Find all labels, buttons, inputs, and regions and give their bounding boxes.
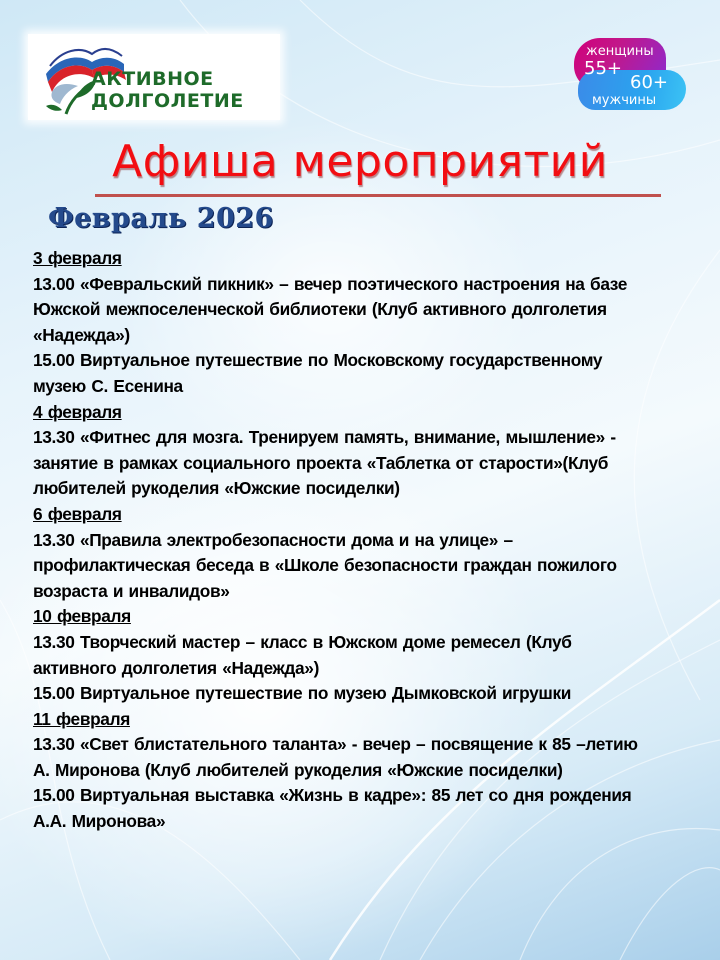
event-line bbox=[33, 528, 698, 554]
event-line bbox=[33, 732, 698, 758]
event-line bbox=[33, 476, 698, 502]
age-badge bbox=[568, 38, 696, 112]
event-text: музею С. Есенина bbox=[33, 375, 183, 396]
event-time: 13.30 bbox=[33, 734, 75, 755]
title-divider bbox=[95, 194, 661, 197]
event-line bbox=[33, 272, 698, 298]
date-heading: 3 февраля bbox=[33, 248, 122, 268]
event-time: 15.00 bbox=[33, 785, 75, 806]
event-line bbox=[33, 348, 698, 374]
month-heading: Февраль 2026 bbox=[48, 203, 274, 234]
event-line bbox=[33, 758, 698, 784]
event-line bbox=[33, 783, 698, 809]
event-line bbox=[33, 425, 698, 451]
logo-line-1: АКТИВНОЕ bbox=[91, 68, 214, 90]
event-text: Творческий мастер – класс в Южском доме ремесел (Клуб bbox=[74, 631, 572, 652]
event-text: А.А. Миронова» bbox=[33, 811, 166, 832]
event-text: «Свет блистательного таланта» - вечер – посвящение к 85 –летию bbox=[74, 734, 638, 755]
event-line bbox=[33, 630, 698, 656]
event-schedule bbox=[33, 246, 698, 835]
women-label: женщины bbox=[586, 44, 654, 59]
event-text: «Правила электробезопасности дома и на улице» – bbox=[74, 529, 513, 550]
event-line bbox=[33, 323, 698, 349]
event-text: «Надежда») bbox=[33, 324, 130, 345]
event-text: активного долголетия «Надежда») bbox=[33, 657, 319, 678]
event-text: «Февральский пикник» – вечер поэтического настроения на базе bbox=[74, 273, 628, 294]
date-heading: 6 февраля bbox=[33, 503, 122, 524]
logo-line-2: ДОЛГОЛЕТИЕ bbox=[91, 90, 244, 112]
event-line bbox=[33, 553, 698, 579]
event-text: любителей рукоделия «Южские посиделки) bbox=[33, 478, 400, 499]
event-time: 15.00 bbox=[33, 350, 75, 371]
active-longevity-logo bbox=[28, 34, 280, 120]
men-label: мужчины bbox=[592, 93, 657, 108]
event-text: профилактическая беседа в «Школе безопасности граждан пожилого bbox=[33, 555, 617, 576]
event-text: Южской межпоселенческой библиотеки (Клуб активного долголетия bbox=[33, 299, 607, 320]
event-line bbox=[33, 656, 698, 682]
date-heading: 11 февраля bbox=[33, 708, 130, 729]
event-time: 13.30 bbox=[33, 631, 75, 652]
event-line bbox=[33, 374, 698, 400]
event-text: А. Миронова (Клуб любителей рукоделия «Южские посиделки) bbox=[33, 759, 563, 780]
men-age: 60+ bbox=[630, 72, 668, 93]
event-text: Виртуальное путешествие по Московскому государственному bbox=[74, 350, 603, 371]
event-time: 15.00 bbox=[33, 683, 75, 704]
event-time: 13.00 bbox=[33, 273, 75, 294]
event-line bbox=[33, 579, 698, 605]
page-title: Афиша мероприятий bbox=[112, 136, 608, 187]
women-age: 55+ bbox=[584, 58, 622, 79]
event-time: 13.30 bbox=[33, 427, 75, 448]
event-line bbox=[33, 681, 698, 707]
event-text: Виртуальная выставка «Жизнь в кадре»: 85 лет со дня рождения bbox=[74, 785, 632, 806]
event-text: «Фитнес для мозга. Тренируем память, внимание, мышление» - bbox=[74, 427, 616, 448]
event-line bbox=[33, 451, 698, 477]
event-text: занятие в рамках социального проекта «Таблетка от старости»(Клуб bbox=[33, 452, 609, 473]
date-heading: 4 февраля bbox=[33, 401, 122, 422]
date-heading: 10 февраля bbox=[33, 606, 131, 627]
event-text: Виртуальное путешествие по музею Дымковской игрушки bbox=[74, 683, 572, 704]
event-text: возраста и инвалидов» bbox=[33, 580, 230, 601]
event-line bbox=[33, 809, 698, 835]
event-time: 13.30 bbox=[33, 529, 75, 550]
event-line bbox=[33, 297, 698, 323]
